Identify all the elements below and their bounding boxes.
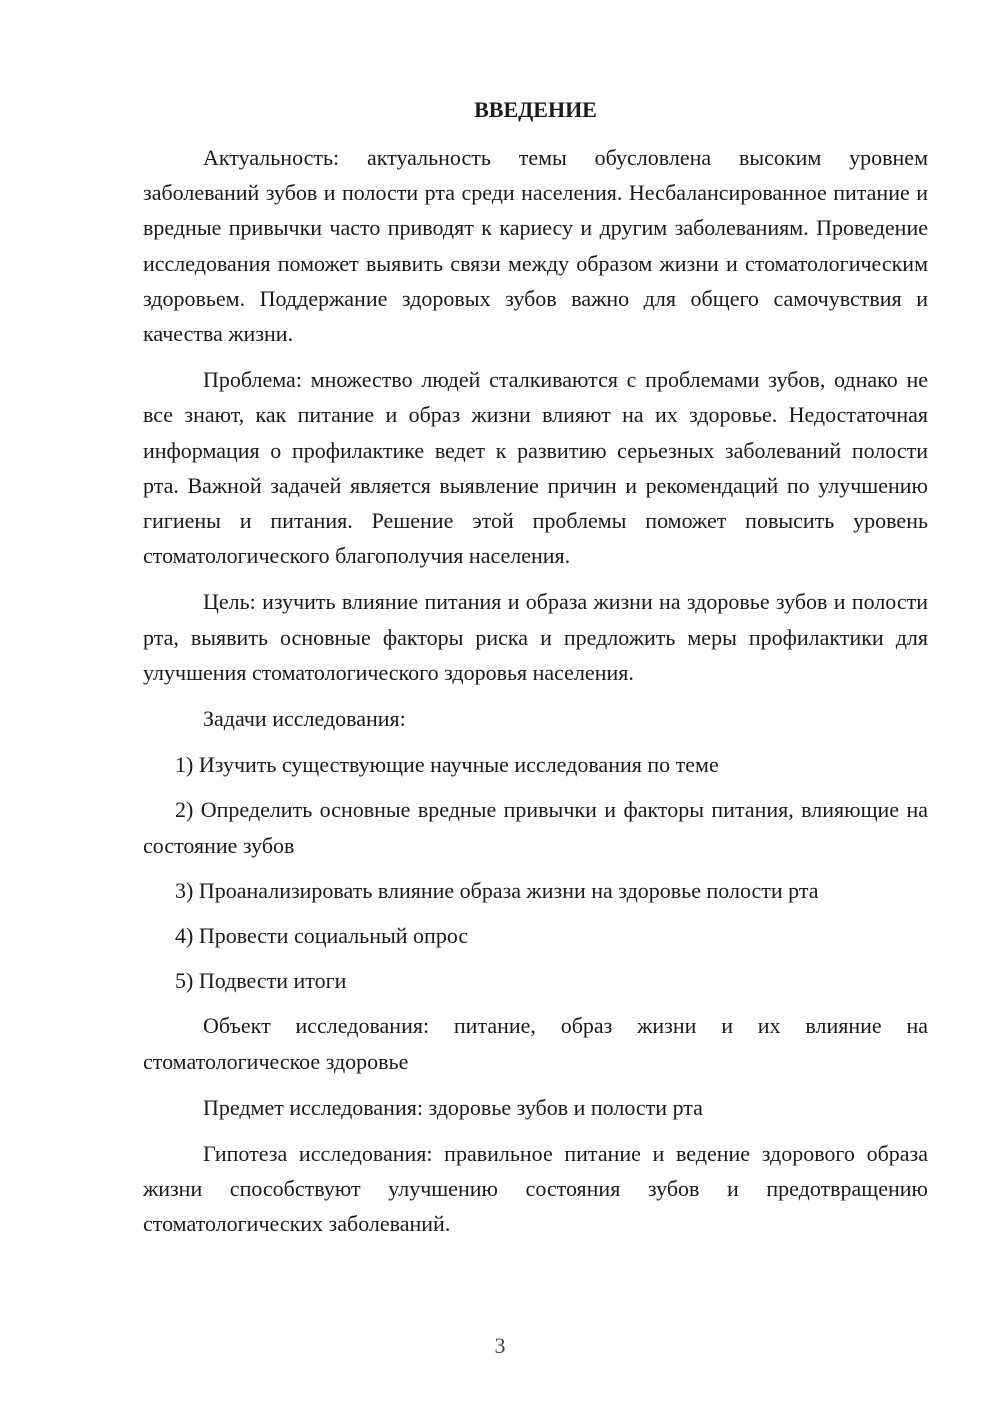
subject-paragraph: Предмет исследования: здоровье зубов и полости рта [203,1094,703,1120]
relevance-paragraph: Актуальность: актуальность темы обусловлена высоким уровнем заболеваний зубов и полости рта среди населения. Несбалансированное питание и вредные привычки часто приводят к кариесу и другим заболеваниям. Проведение исследования поможет выявить связи между образом жизни и стоматологическим здоровьем. Поддержание здоровых зубов важно для общего самочувствия и качества жизни. [143,145,928,347]
task-item: 1) Изучить существующие научные исследования по теме [175,752,719,778]
hypothesis-paragraph: Гипотеза исследования: правильное питание и ведение здорового образа жизни способствуют улучшению состояния зубов и предотвращению стоматологических заболеваний. [143,1141,928,1237]
page-title: ВВЕДЕНИЕ [474,97,597,122]
goal-paragraph: Цель: изучить влияние питания и образа жизни на здоровье зубов и полости рта, выявить основные факторы риска и предложить меры профилактики для улучшения стоматологического здоровья населения. [143,589,928,685]
task-item: 5) Подвести итоги [175,968,347,994]
tasks-list [143,747,928,998]
problem-paragraph: Проблема: множество людей сталкиваются с проблемами зубов, однако не все знают, как питание и образ жизни влияют на их здоровье. Недостаточная информация о профилактике ведет к развитию серьезных заболеваний полости рта. Важной задачей является выявление причин и рекомендаций по улучшению гигиены и питания. Решение этой проблемы поможет повысить уровень стоматологического благополучия населения. [143,367,928,569]
page-number: 3 [494,1333,506,1358]
task-item: 2) Определить основные вредные привычки и факторы питания, влияющие на состояние зубов [143,797,928,858]
task-item: 4) Провести социальный опрос [175,923,469,949]
task-item: 3) Проанализировать влияние образа жизни на здоровье полости рта [175,877,819,903]
document-page [143,92,928,1253]
tasks-heading: Задачи исследования: [203,706,406,732]
object-paragraph: Объект исследования: питание, образ жизни и их влияние на стоматологическое здоровье [143,1013,928,1074]
